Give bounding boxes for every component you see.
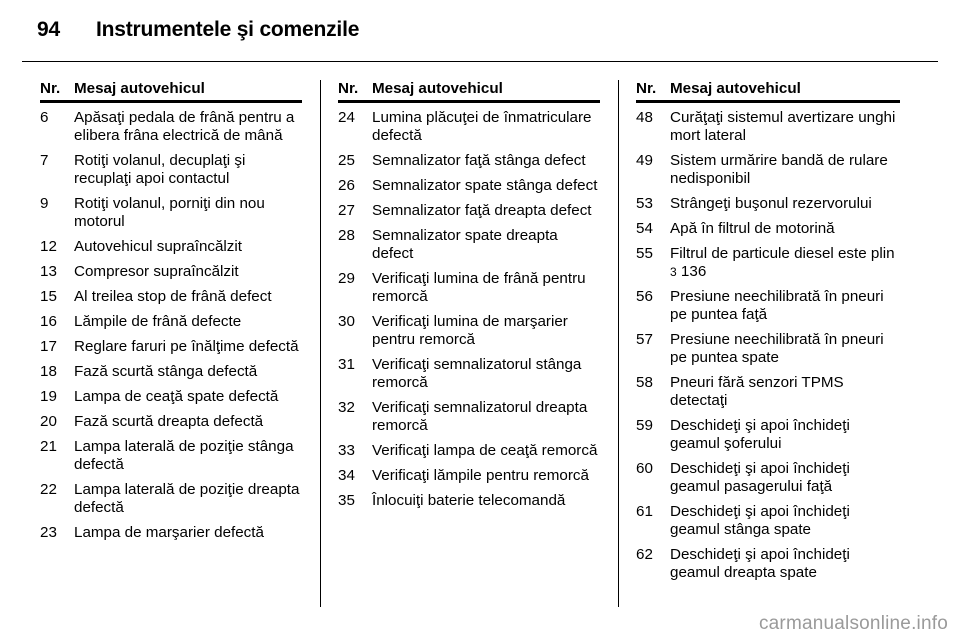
table-row [40,263,302,281]
nr-header: Nr. [338,80,359,97]
message-text: Verificaţi lămpile pentru remorcă [372,467,589,484]
message-text: Rotiţi volanul, porniţi din nou motorul [74,195,265,230]
column-divider [320,80,321,607]
message-number: 17 [40,338,57,355]
message-text: Presiune neechilibrată în pneuri pe puntea spate [670,331,884,366]
table-row [636,245,900,281]
message-number: 56 [636,288,653,305]
message-text: Autovehicul supraîncălzit [74,238,242,255]
table-row [338,492,600,510]
message-text-cell [372,356,600,392]
message-text-cell [372,152,600,170]
message-text-cell [74,338,302,356]
message-text: Strângeţi buşonul rezervorului [670,195,872,212]
message-text-cell [74,109,302,145]
message-text: Semnalizator spate dreapta defect [372,227,558,262]
table-row [40,481,302,517]
message-text-cell [74,288,302,306]
table-row [40,388,302,406]
message-text-cell [372,313,600,349]
table-row [338,442,600,460]
message-number: 22 [40,481,57,498]
nr-header: Nr. [636,80,657,97]
page-title: Instrumentele şi comenzile [95,18,360,41]
table-row [40,413,302,431]
message-text: Lămpile de frână defecte [74,313,242,330]
message-text-cell [670,374,900,410]
table-row [338,109,600,145]
message-text: Lumina plăcuţei de înmatriculare defectă [372,109,592,144]
message-text-cell [670,220,900,238]
message-number: 24 [338,109,355,126]
message-text-cell [372,399,600,435]
message-number: 32 [338,399,355,416]
message-number: 9 [40,195,49,212]
table-row [40,338,302,356]
message-text: Lampa de marşarier defectă [74,524,264,541]
table-row [40,152,302,188]
message-rows [636,109,900,582]
message-text: Presiune neechilibrată în pneuri pe puntea faţă [670,288,884,323]
header-rule [22,61,938,62]
message-text-cell [74,313,302,331]
nr-header: Nr. [40,80,61,97]
message-number: 57 [636,331,653,348]
table-row [636,417,900,453]
message-text-cell [74,363,302,381]
message-text-cell [670,460,900,496]
message-text-cell [372,442,600,460]
page-number: 94 [37,18,60,41]
message-text: Fază scurtă stânga defectă [74,363,258,380]
message-text: Verificaţi lumina de frână pentru remorcă [372,270,586,305]
message-text: Verificaţi semnalizatorul stânga remorcă [372,356,582,391]
message-number: 19 [40,388,57,405]
message-column-2 [338,80,600,510]
message-number: 61 [636,503,653,520]
message-text-cell [670,109,900,145]
message-text-cell [670,288,900,324]
message-text: Lampa de ceaţă spate defectă [74,388,279,405]
message-text-cell [670,152,900,188]
message-number: 20 [40,413,57,430]
message-text-cell [74,524,302,542]
table-row [636,109,900,145]
message-number: 48 [636,109,653,126]
message-number: 54 [636,220,653,237]
table-row [338,313,600,349]
message-text: Rotiţi volanul, decuplaţi şi recuplaţi apoi contactul [74,152,246,187]
message-text: Apăsaţi pedala de frână pentru a elibera frâna electrică de mână [74,109,295,144]
watermark: carmanualsonline.info [758,613,948,634]
table-header [338,80,600,103]
message-text: Apă în filtrul de motorină [670,220,835,237]
message-text: Deschideţi şi apoi închideţi geamul stânga spate [670,503,850,538]
table-row [636,288,900,324]
table-row [40,238,302,256]
page-header [37,18,359,48]
message-text-cell [372,109,600,145]
message-number: 33 [338,442,355,459]
message-header: Mesaj autovehicul [74,80,205,97]
message-number: 58 [636,374,653,391]
table-row [636,503,900,539]
message-text: Pneuri fără senzori TPMS detectaţi [670,374,844,409]
message-number: 27 [338,202,355,219]
message-text: Înlocuiţi baterie telecomandă [372,492,566,509]
message-number: 62 [636,546,653,563]
table-row [40,313,302,331]
message-text: Semnalizator spate stânga defect [372,177,598,194]
message-text: Verificaţi semnalizatorul dreapta remorcă [372,399,588,434]
message-text: Deschideţi şi apoi închideţi geamul dreapta spate [670,546,850,581]
table-row [636,546,900,582]
message-number: 7 [40,152,49,169]
message-text-cell [372,270,600,306]
message-text: Verificaţi lumina de marşarier pentru remorcă [372,313,568,348]
message-text: Semnalizator faţă dreapta defect [372,202,592,219]
message-text-cell [372,227,600,263]
message-text-cell [74,195,302,231]
message-text: Semnalizator faţă stânga defect [372,152,586,169]
message-text: Verificaţi lampa de ceaţă remorcă [372,442,598,459]
message-text-cell [372,467,600,485]
message-text-cell [74,481,302,517]
table-row [338,152,600,170]
message-text-cell [74,413,302,431]
message-column-3 [636,80,900,582]
message-number: 59 [636,417,653,434]
table-row [636,460,900,496]
message-number: 29 [338,270,355,287]
message-number: 12 [40,238,57,255]
table-row [338,356,600,392]
message-number: 25 [338,152,355,169]
message-text-cell [74,152,302,188]
table-row [636,374,900,410]
message-text-cell [670,331,900,367]
message-number: 35 [338,492,355,509]
message-number: 13 [40,263,57,280]
message-number: 6 [40,109,49,126]
table-row [338,270,600,306]
message-number: 55 [636,245,653,262]
message-text: Reglare faruri pe înălţime defectă [74,338,299,355]
table-row [338,399,600,435]
message-text-cell [74,238,302,256]
table-row [40,195,302,231]
message-number: 15 [40,288,57,305]
message-text: Sistem urmărire bandă de rulare nedisponibil [670,152,888,187]
table-row [338,227,600,263]
message-text-cell [372,177,600,195]
message-text-cell [670,503,900,539]
table-row [338,467,600,485]
message-text-cell [74,438,302,474]
table-header [40,80,302,103]
message-header: Mesaj autovehicul [670,80,801,97]
message-rows [40,109,302,542]
message-text-cell [670,546,900,582]
message-header: Mesaj autovehicul [372,80,503,97]
message-text: Compresor supraîncălzit [74,263,239,280]
table-row [338,177,600,195]
message-text: Al treilea stop de frână defect [74,288,272,305]
message-column-1 [40,80,302,542]
table-row [636,195,900,213]
message-number: 60 [636,460,653,477]
page-reference-icon: 3 [670,265,677,279]
message-text-cell [74,263,302,281]
message-rows [338,109,600,510]
message-number: 34 [338,467,355,484]
message-number: 28 [338,227,355,244]
message-number: 21 [40,438,57,455]
message-text-cell [670,195,900,213]
message-text: Deschideţi şi apoi închideţi geamul pasagerului faţă [670,460,850,495]
table-row [40,438,302,474]
message-text: Lampa laterală de poziţie stânga defectă [74,438,294,473]
message-number: 30 [338,313,355,330]
column-divider [618,80,619,607]
message-number: 26 [338,177,355,194]
table-row [636,220,900,238]
message-number: 23 [40,524,57,541]
table-row [40,109,302,145]
table-row [40,363,302,381]
table-row [636,331,900,367]
table-row [338,202,600,220]
message-text: Filtrul de particule diesel este plin [670,245,895,262]
message-text-cell [372,202,600,220]
message-text-cell [670,245,900,281]
message-text: Curăţaţi sistemul avertizare unghi mort lateral [670,109,896,144]
message-number: 31 [338,356,355,373]
message-text: Lampa laterală de poziţie dreapta defectă [74,481,300,516]
table-row [40,524,302,542]
message-number: 53 [636,195,653,212]
message-text: Deschideţi şi apoi închideţi geamul şoferului [670,417,850,452]
message-text: Fază scurtă dreapta defectă [74,413,264,430]
message-text-cell [74,388,302,406]
table-header [636,80,900,103]
message-text-cell [372,492,600,510]
table-row [40,288,302,306]
message-number: 16 [40,313,57,330]
message-number: 49 [636,152,653,169]
message-text-cell [670,417,900,453]
page-reference[interactable]: 136 [680,263,707,280]
table-row [636,152,900,188]
message-number: 18 [40,363,57,380]
